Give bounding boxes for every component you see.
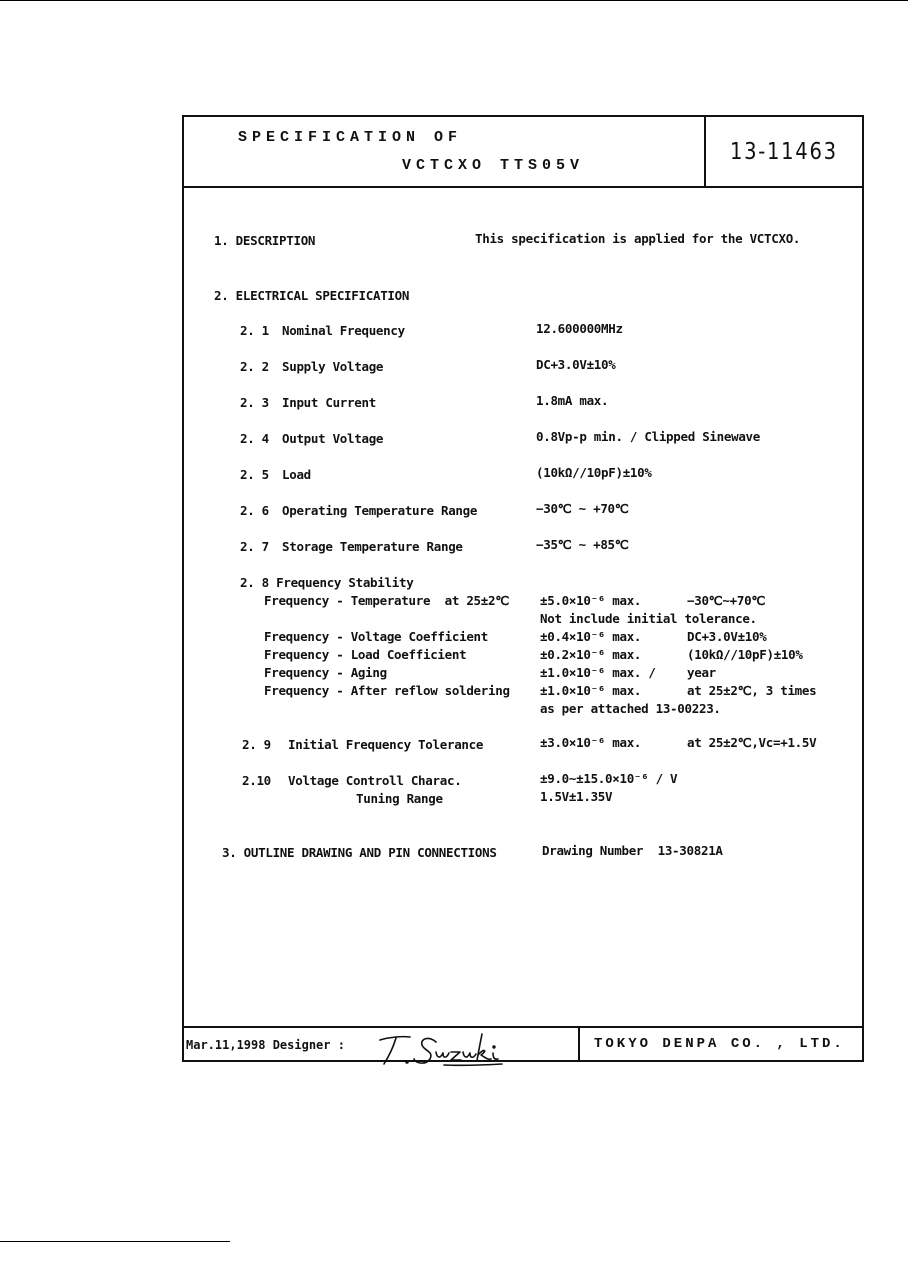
item-value: DC+3.0V±10% — [536, 357, 616, 372]
doc-number-cell — [704, 117, 864, 186]
item-value: −30℃ ~ +70℃ — [536, 501, 629, 516]
stability-value: ±5.0×10⁻⁶ max. — [540, 593, 642, 608]
description-text: This specification is applied for the VCTCXO. — [475, 231, 801, 246]
stability-label: Frequency - Load Coefficient — [264, 647, 467, 662]
item-label: Initial Frequency Tolerance — [288, 737, 484, 752]
item-label: Load — [282, 467, 311, 482]
item-label: Operating Temperature Range — [282, 503, 478, 518]
doc-number: 13-11463 — [730, 139, 838, 165]
item-sub-value: 1.5V±1.35V — [540, 789, 613, 804]
sheet-header — [184, 117, 862, 188]
stability-condition: DC+3.0V±10% — [687, 629, 767, 644]
item-value: 12.600000MHz — [536, 321, 623, 336]
item-number: 2. 7 — [240, 539, 269, 554]
item-value: ±9.0~±15.0×10⁻⁶ / V — [540, 771, 678, 786]
stability-value: ±0.4×10⁻⁶ max. — [540, 629, 642, 644]
item-sub-label: Tuning Range — [356, 791, 443, 806]
item-label: Voltage Controll Charac. — [288, 773, 462, 788]
stability-condition: −30℃~+70℃ — [687, 593, 766, 608]
stability-value: ±0.2×10⁻⁶ max. — [540, 647, 642, 662]
signature — [374, 1028, 514, 1068]
top-rule — [0, 0, 908, 1]
item-number: 2. 4 — [240, 431, 269, 446]
item-number: 2. 9 — [242, 737, 271, 752]
stability-label: Frequency - Temperature at 25±2℃ — [264, 593, 509, 608]
company-name: TOKYO DENPA CO. , LTD. — [594, 1036, 845, 1052]
description-label: 1. DESCRIPTION — [214, 233, 316, 248]
stability-value: as per attached 13-00223. — [540, 701, 721, 716]
item-condition: at 25±2℃,Vc=+1.5V — [687, 735, 817, 750]
stability-condition: (10kΩ//10pF)±10% — [687, 647, 803, 662]
item-label: Storage Temperature Range — [282, 539, 463, 554]
spec-title: SPECIFICATION OF — [238, 129, 463, 146]
item-label: Input Current — [282, 395, 376, 410]
stability-condition: at 25±2℃, 3 times — [687, 683, 817, 698]
stability-label: Frequency - Aging — [264, 665, 387, 680]
item-value: 0.8Vp-p min. / Clipped Sinewave — [536, 429, 760, 444]
stability-label: Frequency - After reflow soldering — [264, 683, 510, 698]
stability-value: Not include initial tolerance. — [540, 611, 757, 626]
stability-label: Frequency - Voltage Coefficient — [264, 629, 488, 644]
item-label: Output Voltage — [282, 431, 384, 446]
date-designer: Mar.11,1998 Designer : — [186, 1038, 345, 1052]
footnote-rule — [0, 1241, 230, 1242]
item-value: 1.8mA max. — [536, 393, 609, 408]
item-number: 2. 2 — [240, 359, 269, 374]
footer-company-cell — [578, 1028, 864, 1060]
stability-condition: year — [687, 665, 716, 680]
item-label: Supply Voltage — [282, 359, 384, 374]
stability-value: ±1.0×10⁻⁶ max. / — [540, 665, 656, 680]
sheet-footer — [184, 1026, 862, 1060]
item-label: Nominal Frequency — [282, 323, 405, 338]
outline-value: Drawing Number 13-30821A — [542, 843, 723, 858]
item-number: 2. 3 — [240, 395, 269, 410]
item-number: 2. 1 — [240, 323, 269, 338]
item-value: −35℃ ~ +85℃ — [536, 537, 629, 552]
spec-subtitle: VCTCXO TTS05V — [402, 157, 585, 174]
item-value: ±3.0×10⁻⁶ max. — [540, 735, 642, 750]
item-number: 2. 6 — [240, 503, 269, 518]
specification-sheet — [182, 115, 864, 1062]
outline-label: 3. OUTLINE DRAWING AND PIN CONNECTIONS — [222, 845, 497, 860]
item-number: 2. 5 — [240, 467, 269, 482]
electrical-heading: 2. ELECTRICAL SPECIFICATION — [214, 288, 410, 303]
footer-designer-cell — [184, 1028, 578, 1060]
stability-heading: 2. 8 Frequency Stability — [240, 575, 414, 590]
item-value: (10kΩ//10pF)±10% — [536, 465, 652, 480]
item-number: 2.10 — [242, 773, 271, 788]
stability-value: ±1.0×10⁻⁶ max. — [540, 683, 642, 698]
